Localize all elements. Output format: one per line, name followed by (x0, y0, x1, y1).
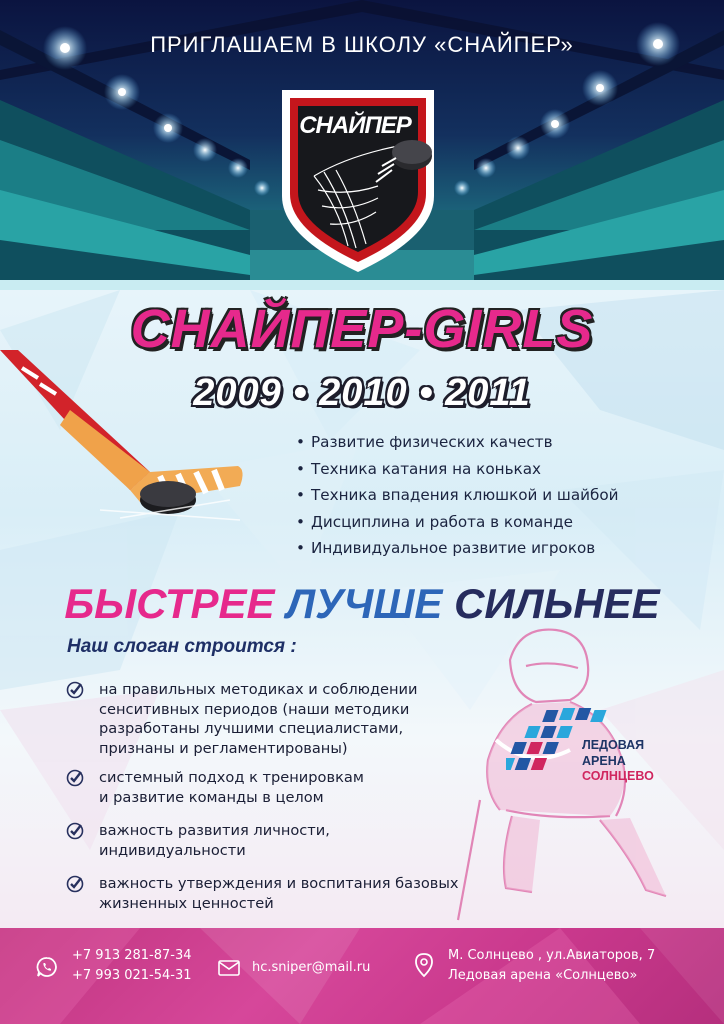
skills-list (296, 432, 619, 565)
skill-item: • Техника впадения клюшкой и шайбой (296, 486, 619, 504)
slogan-subtitle: Наш слоган строится : (67, 636, 297, 657)
slogan-point-text: на правильных методиках и соблюдении сенситивных периодов (наши методики разработаны лучшими специалистами, признаны и регламентированы) (99, 681, 418, 757)
slogan-word-stronger: СИЛЬНЕЕ (454, 580, 660, 627)
arena-logo-text (582, 738, 702, 785)
slogan-point-text: важность утверждения и воспитания базовых жизненных ценностей (99, 875, 459, 912)
address (448, 946, 655, 986)
check-icon (66, 822, 84, 840)
skill-item: • Дисциплина и работа в команде (296, 512, 573, 531)
hero-years: 2009 • 2010 • 2011 (193, 372, 531, 414)
club-logo-text: СНАЙПЕР (299, 112, 411, 139)
skill-item: • Техника катания на коньках (296, 459, 541, 478)
check-icon (66, 769, 84, 787)
phone-number[interactable]: +7 993 021-54-31 (72, 968, 192, 983)
skill-item: • Развитие физических качеств (296, 433, 553, 451)
hero-title: СНАЙПЕР-GIRLS (130, 299, 594, 359)
address-line: Ледовая арена «Солнцево» (448, 968, 638, 983)
mail-icon[interactable] (218, 960, 240, 976)
arena-logo-line: АРЕНА (582, 753, 626, 768)
arena-logo-line: ЛЕДОВАЯ (582, 738, 645, 752)
slogan-point-text: важность развития личности, индивидуальности (99, 822, 330, 859)
phone-number[interactable]: +7 913 281-87-34 (72, 948, 192, 963)
slogan-word-faster: БЫСТРЕЕ (64, 580, 275, 627)
email-link[interactable]: hc.sniper@mail.ru (252, 960, 371, 975)
skill-item: • Индивидуальное развитие игроков (296, 539, 596, 557)
whatsapp-icon[interactable] (36, 956, 58, 978)
slogan-word-better: ЛУЧШЕ (286, 580, 443, 627)
slogan-point-text: системный подход к тренировкам и развитие команды в целом (99, 769, 364, 806)
address-line: М. Солнцево , ул.Авиаторов, 7 (448, 948, 656, 963)
arena-logo-line: СОЛНЦЕВО (582, 769, 654, 783)
check-icon (66, 875, 84, 893)
location-pin-icon (413, 952, 435, 978)
contact-footer (0, 928, 724, 1024)
phone-numbers[interactable] (72, 946, 192, 986)
invite-heading: ПРИГЛАШАЕМ В ШКОЛУ «СНАЙПЕР» (150, 32, 574, 57)
check-icon (66, 681, 84, 699)
